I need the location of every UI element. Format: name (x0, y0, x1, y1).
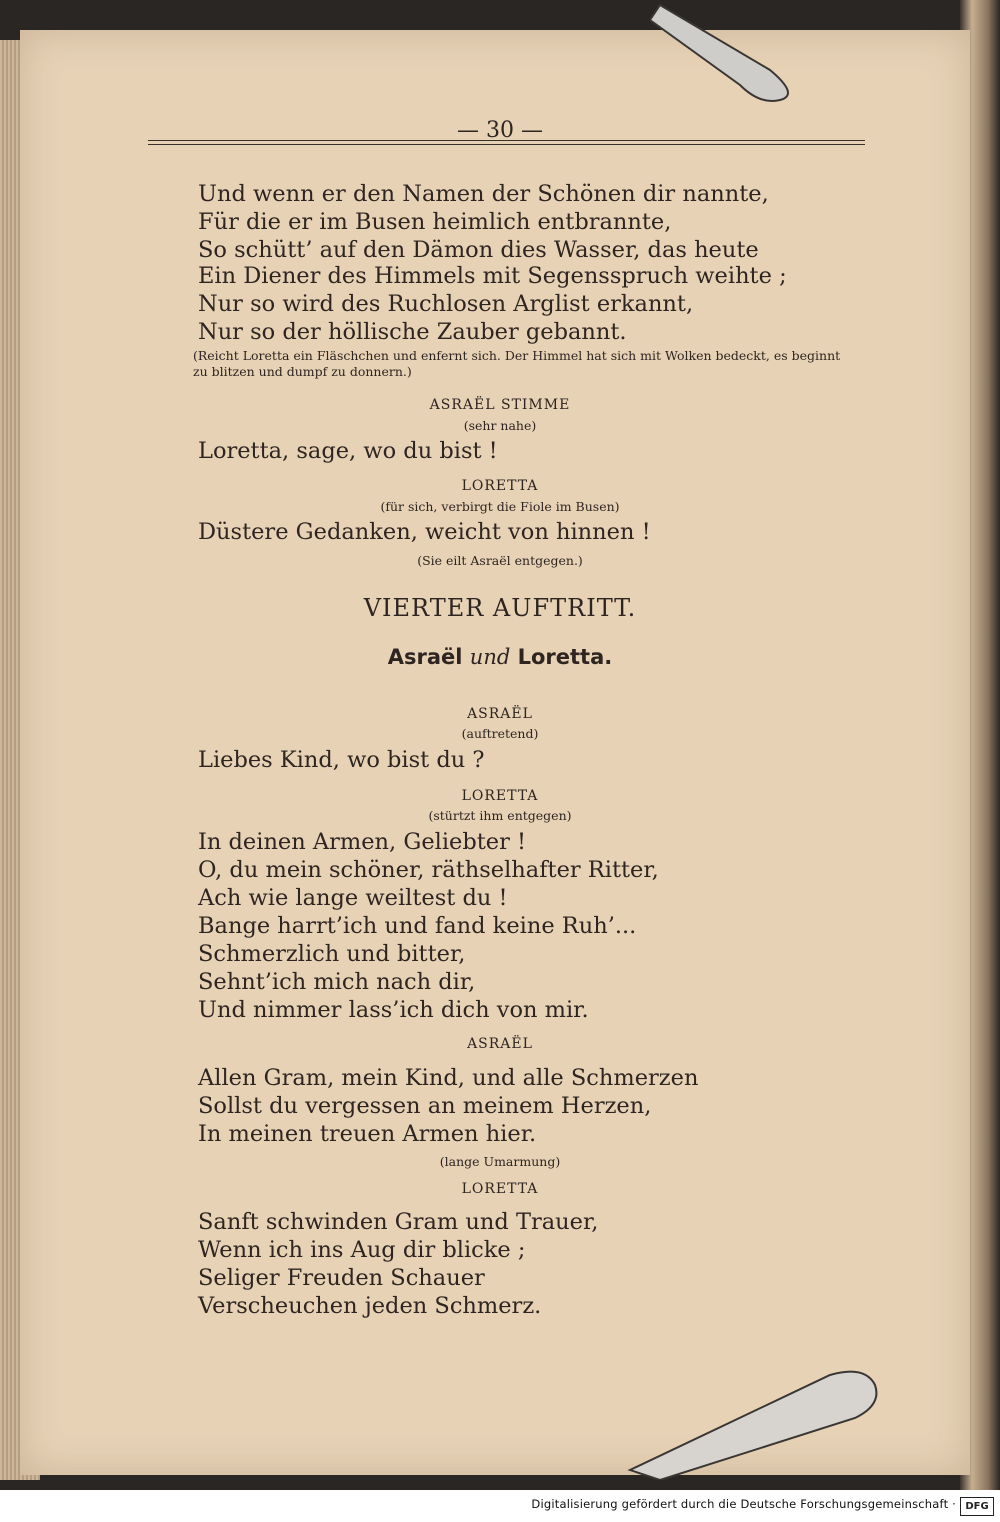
speaker-name: LORETTA (461, 788, 539, 804)
stage-direction: (Sie eilt Asraël entgegen.) (417, 553, 583, 568)
speaker-name: ASRAËL STIMME (429, 397, 571, 413)
scene-title: VIERTER AUFTRITT. (363, 594, 637, 622)
cast-name: Loretta. (517, 645, 613, 669)
page-number: — 30 — (457, 118, 543, 143)
verse-line: Loretta, sage, wo du bist ! (198, 438, 498, 464)
page-clip-bottom (620, 1360, 890, 1480)
verse-line: Düstere Gedanken, weicht von hinnen ! (198, 519, 651, 545)
stage-direction: (auftretend) (461, 726, 539, 741)
stage-direction: (für sich, verbirgt die Fiole im Busen) (380, 499, 620, 514)
funding-credit: Digitalisierung gefördert durch die Deutsche Forschungsgemeinschaft · (531, 1497, 956, 1511)
verse-line: Bange harrt’ich und fand keine Ruh’... (198, 913, 637, 939)
verse-line: Allen Gram, mein Kind, und alle Schmerzen (198, 1065, 699, 1091)
stage-direction: (stürtzt ihm entgegen) (428, 808, 572, 823)
speaker-name: ASRAËL (467, 1036, 533, 1052)
scene-cast (150, 645, 850, 669)
cast-conjunction: und (469, 645, 511, 669)
verse-line: Liebes Kind, wo bist du ? (198, 747, 485, 773)
speaker-name: LORETTA (461, 1181, 539, 1197)
verse-line: Und nimmer lass’ich dich von mir. (198, 997, 589, 1023)
stage-direction: (lange Umarmung) (439, 1154, 561, 1169)
verse-line: Sollst du vergessen an meinem Herzen, (198, 1093, 652, 1119)
verse-line: Für die er im Busen heimlich entbrannte, (198, 209, 672, 235)
verse-line: Verscheuchen jeden Schmerz. (198, 1293, 542, 1319)
verse-line: Sehnt’ich mich nach dir, (198, 969, 476, 995)
cast-name: Asraël (387, 645, 463, 669)
verse-line: Schmerzlich und bitter, (198, 941, 466, 967)
stage-direction: (sehr nahe) (463, 418, 537, 433)
stage-direction: (Reicht Loretta ein Fläschchen und enfernt sich. Der Himmel hat sich mit Wolken bedeckt, es beginnt zu blitzen und dumpf zu donnern.) (193, 348, 841, 379)
speaker-name: ASRAËL (467, 706, 533, 722)
page-clip-top (650, 0, 810, 110)
header-rule (148, 140, 865, 145)
verse-line: Ach wie lange weiltest du ! (198, 885, 508, 911)
verse-line: In meinen treuen Armen hier. (198, 1121, 537, 1147)
verse-line: So schütt’ auf den Dämon dies Wasser, das heute (198, 237, 759, 263)
verse-line: In deinen Armen, Geliebter ! (198, 829, 527, 855)
verse-line: Und wenn er den Namen der Schönen dir nannte, (198, 181, 769, 207)
verse-line: Seliger Freuden Schauer (198, 1265, 485, 1291)
verse-line: Sanft schwinden Gram und Trauer, (198, 1209, 599, 1235)
verse-line: O, du mein schöner, räthselhafter Ritter, (198, 857, 659, 883)
speaker-name: LORETTA (461, 478, 539, 494)
footer-bar (0, 1490, 1000, 1522)
verse-line: Nur so wird des Ruchlosen Arglist erkannt, (198, 291, 694, 317)
verse-line: Ein Diener des Himmels mit Segensspruch weihte ; (198, 263, 787, 289)
dfg-logo: DFG (960, 1497, 994, 1516)
verse-line: Wenn ich ins Aug dir blicke ; (198, 1237, 526, 1263)
verse-line: Nur so der höllische Zauber gebannt. (198, 319, 627, 345)
